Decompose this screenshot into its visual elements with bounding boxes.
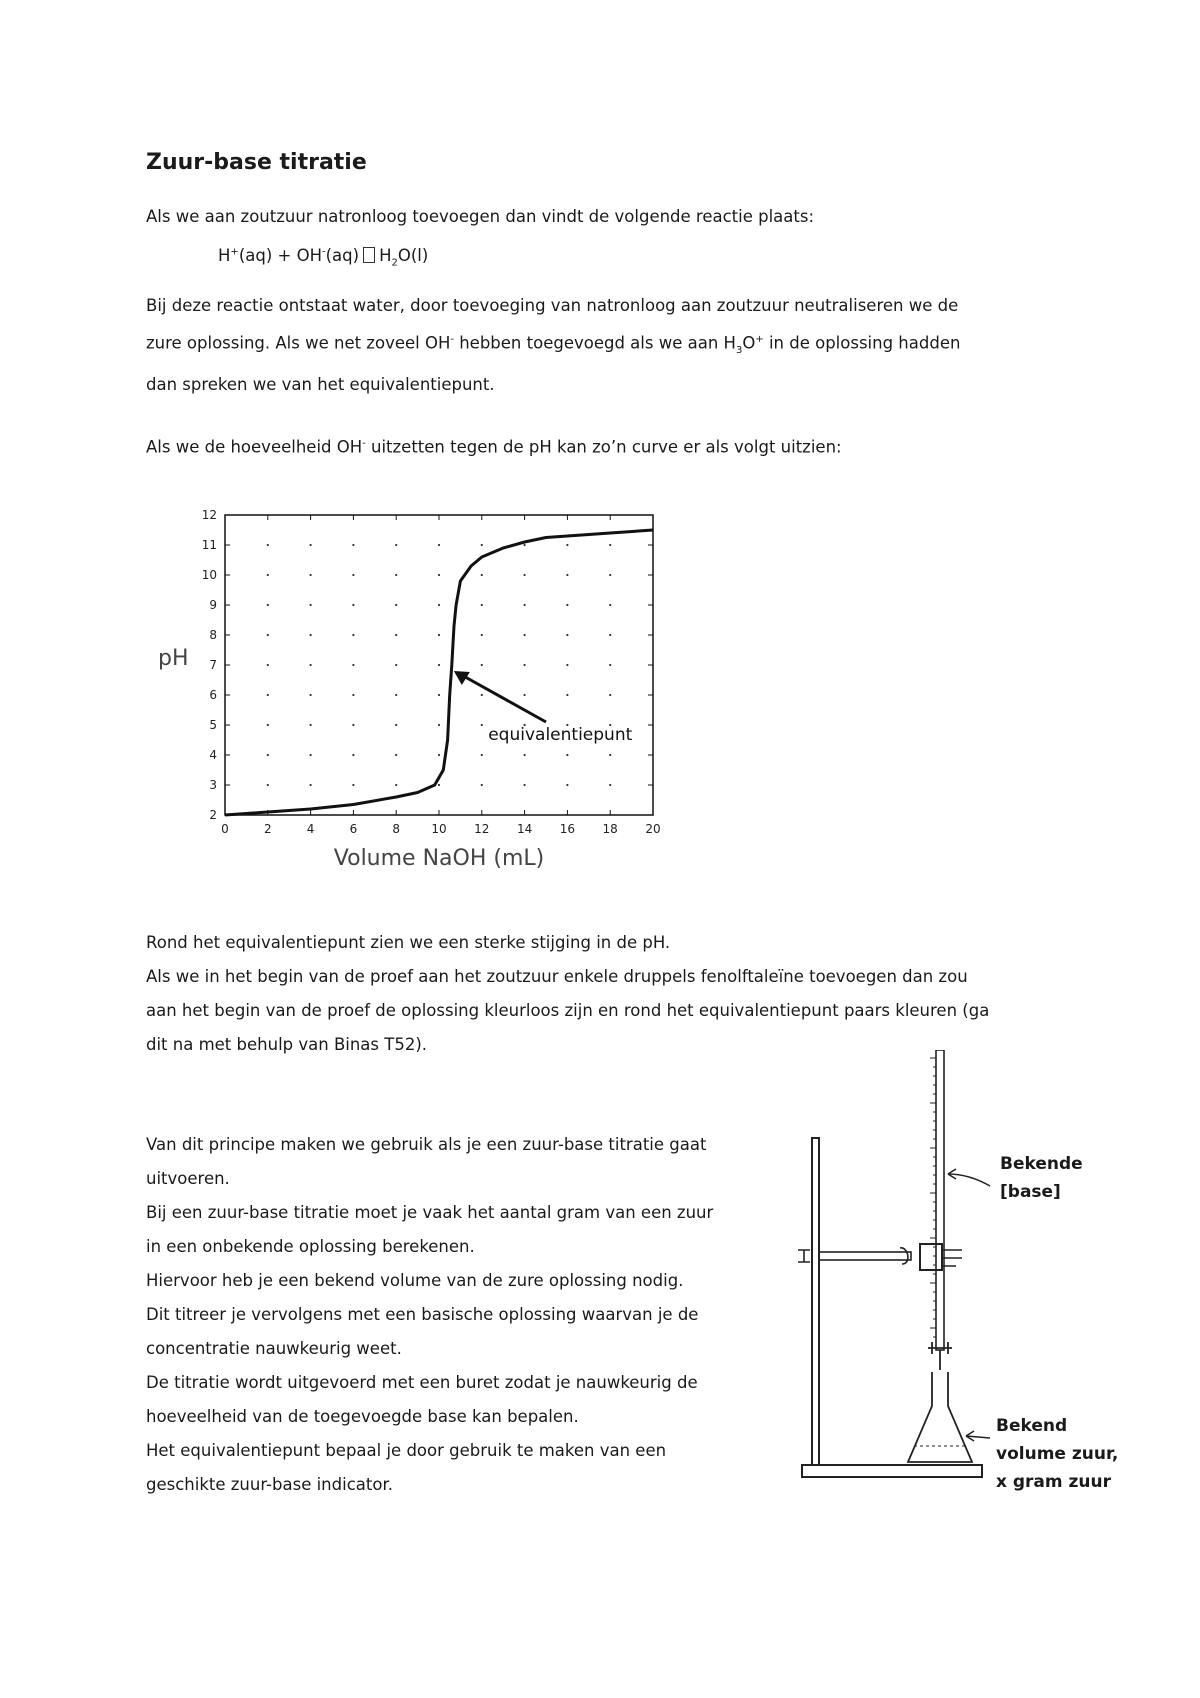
grid-dot <box>524 754 526 756</box>
grid-dot <box>481 634 483 636</box>
annotation-arrow-shaft <box>460 674 546 722</box>
y-tick-label: 9 <box>209 598 217 612</box>
x-tick-label: 2 <box>263 822 272 836</box>
titration-curve <box>225 530 653 815</box>
grid-dot <box>395 694 397 696</box>
grid-dot <box>267 784 269 786</box>
y-tick-label: 10 <box>201 568 217 582</box>
grid-dot <box>566 754 568 756</box>
grid-dot <box>352 604 354 606</box>
grid-dot <box>438 574 440 576</box>
grid-dot <box>352 574 354 576</box>
grid-dot <box>481 694 483 696</box>
paragraph-titration-method: Van dit principe maken we gebruik als je een zuur-base titratie gaat uitvoeren. Bij een zuur-base titratie moet je vaak het aantal gram van een zuur in een onbekende oplossing berekenen. Hiervoor heb je een bekend volume van de zure oplossing nodig. Dit titreer je vervolgens met een basische oplossing waarvan je de concentratie nauwkeurig weet. De titratie wordt uitgevoerd met een buret zodat je nauwkeurig de hoeveelheid van de toegevoegde base kan bepalen. Het equivalentiepunt bepaal je door gebruik te maken van een geschikte zuur-base indicator. <box>146 1135 714 1494</box>
grid-dot <box>566 664 568 666</box>
x-axis-label: Volume NaOH (mL) <box>333 846 545 871</box>
grid-dot <box>524 604 526 606</box>
grid-dot <box>524 694 526 696</box>
grid-dot <box>566 694 568 696</box>
grid-dot <box>438 724 440 726</box>
grid-dot <box>566 784 568 786</box>
grid-dot <box>395 754 397 756</box>
page-title: Zuur-base titratie <box>146 150 367 175</box>
titration-setup-diagram <box>790 1050 1020 1490</box>
grid-dot <box>352 544 354 546</box>
missing-glyph-box <box>363 247 375 263</box>
x-tick-label: 6 <box>349 822 358 836</box>
grid-dot <box>352 724 354 726</box>
grid-dot <box>438 754 440 756</box>
grid-dot <box>310 724 312 726</box>
x-tick-label: 0 <box>221 822 229 836</box>
y-tick-label: 2 <box>209 808 217 822</box>
grid-dot <box>310 694 312 696</box>
x-tick-label: 10 <box>431 822 447 836</box>
grid-dot <box>267 664 269 666</box>
label-known-acid: Bekend volume zuur, x gram zuur <box>996 1416 1119 1492</box>
grid-dot <box>395 604 397 606</box>
grid-dot <box>438 604 440 606</box>
grid-dot <box>310 784 312 786</box>
grid-dot <box>267 694 269 696</box>
label-known-base: Bekende [base] <box>1000 1154 1083 1202</box>
x-tick-label: 16 <box>559 822 576 836</box>
grid-dot <box>481 544 483 546</box>
grid-dot <box>395 724 397 726</box>
grid-dot <box>481 574 483 576</box>
y-tick-label: 6 <box>209 688 217 702</box>
y-axis-label: pH <box>158 646 189 671</box>
grid-dot <box>310 664 312 666</box>
y-tick-label: 5 <box>209 718 217 732</box>
grid-dot <box>609 784 611 786</box>
grid-dot <box>609 664 611 666</box>
grid-dot <box>310 754 312 756</box>
grid-dot <box>609 634 611 636</box>
grid-dot <box>524 664 526 666</box>
grid-dot <box>609 574 611 576</box>
x-tick-label: 18 <box>602 822 618 836</box>
grid-dot <box>395 634 397 636</box>
grid-dot <box>566 544 568 546</box>
grid-dot <box>352 694 354 696</box>
x-tick-label: 12 <box>474 822 490 836</box>
grid-dot <box>609 754 611 756</box>
clamp-arm <box>819 1252 911 1260</box>
y-tick-label: 4 <box>209 748 217 762</box>
arrow-to-burette <box>948 1174 990 1186</box>
grid-dot <box>524 784 526 786</box>
grid-dot <box>438 664 440 666</box>
grid-dot <box>267 574 269 576</box>
titration-chart <box>140 495 700 885</box>
grid-dot <box>609 544 611 546</box>
grid-dot <box>352 664 354 666</box>
grid-dot <box>395 664 397 666</box>
y-tick-label: 11 <box>201 538 217 552</box>
grid-dot <box>310 574 312 576</box>
grid-dot <box>267 724 269 726</box>
grid-dot <box>310 604 312 606</box>
grid-dot <box>310 544 312 546</box>
grid-dot <box>566 634 568 636</box>
grid-dot <box>352 634 354 636</box>
annotation-label: equivalentiepunt <box>488 725 633 745</box>
grid-dot <box>438 694 440 696</box>
grid-dot <box>609 694 611 696</box>
stand-base <box>802 1465 982 1477</box>
stopcock <box>928 1342 952 1370</box>
grid-dot <box>267 604 269 606</box>
grid-dot <box>395 574 397 576</box>
grid-dot <box>395 544 397 546</box>
grid-dot <box>524 544 526 546</box>
grid-dot <box>310 634 312 636</box>
clamp-screw-left <box>798 1250 810 1262</box>
intro-text: Als we aan zoutzuur natronloog toevoegen dan vindt de volgende reactie plaats: <box>146 207 815 226</box>
grid-dot <box>438 544 440 546</box>
grid-dot <box>267 544 269 546</box>
grid-dot <box>267 754 269 756</box>
grid-dot <box>481 784 483 786</box>
paragraph-neutralisation: Bij deze reactie ontstaat water, door toevoeging van natronloog aan zoutzuur neutraliseren we de zure oplossing. Als we net zoveel OH- hebben toegevoegd als we aan $H_3O^+$ in de oplossing hadden dan spreken we van het equivalentiepunt. <box>146 296 961 394</box>
grid-dot <box>352 754 354 756</box>
grid-dot <box>481 604 483 606</box>
grid-dot <box>438 634 440 636</box>
x-tick-label: 8 <box>392 822 401 836</box>
grid-dot <box>609 604 611 606</box>
y-tick-label: 12 <box>201 508 217 522</box>
burette-clamp <box>920 1244 942 1270</box>
x-tick-label: 20 <box>645 822 661 836</box>
clamp-screw-right <box>900 1248 908 1264</box>
paragraph-indicator: Rond het equivalentiepunt zien we een sterke stijging in de pH. Als we in het begin van de proef aan het zoutzuur enkele druppels fenolftaleïne toevoegen dan zou aan het begin van de proef de oplossing kleurloos zijn en rond het equivalentiepunt paars kleuren (ga dit na met behulp van Binas T52). <box>146 933 990 1054</box>
reaction-equation: H+(aq) + OH-(aq) $H_2O(l)$ <box>218 246 429 269</box>
grid-dot <box>524 574 526 576</box>
burette <box>936 1050 944 1350</box>
grid-dot <box>395 784 397 786</box>
grid-dot <box>352 784 354 786</box>
y-tick-label: 3 <box>209 778 217 792</box>
grid-dot <box>481 754 483 756</box>
x-tick-label: 4 <box>306 822 315 836</box>
paragraph-curve-intro: Als we de hoeveelheid OH- uitzetten tegen de pH kan zo’n curve er als volgt uitzien: <box>146 437 842 457</box>
grid-dot <box>566 604 568 606</box>
erlenmeyer-flask <box>908 1372 972 1462</box>
grid-dot <box>267 634 269 636</box>
grid-dot <box>524 634 526 636</box>
grid-dot <box>566 574 568 576</box>
y-tick-label: 7 <box>209 658 217 672</box>
y-tick-label: 8 <box>209 628 217 642</box>
x-tick-label: 14 <box>516 822 533 836</box>
grid-dot <box>438 784 440 786</box>
burette-scale <box>930 1058 936 1337</box>
grid-dot <box>481 724 483 726</box>
stand-rod <box>812 1138 819 1465</box>
grid-dot <box>481 664 483 666</box>
